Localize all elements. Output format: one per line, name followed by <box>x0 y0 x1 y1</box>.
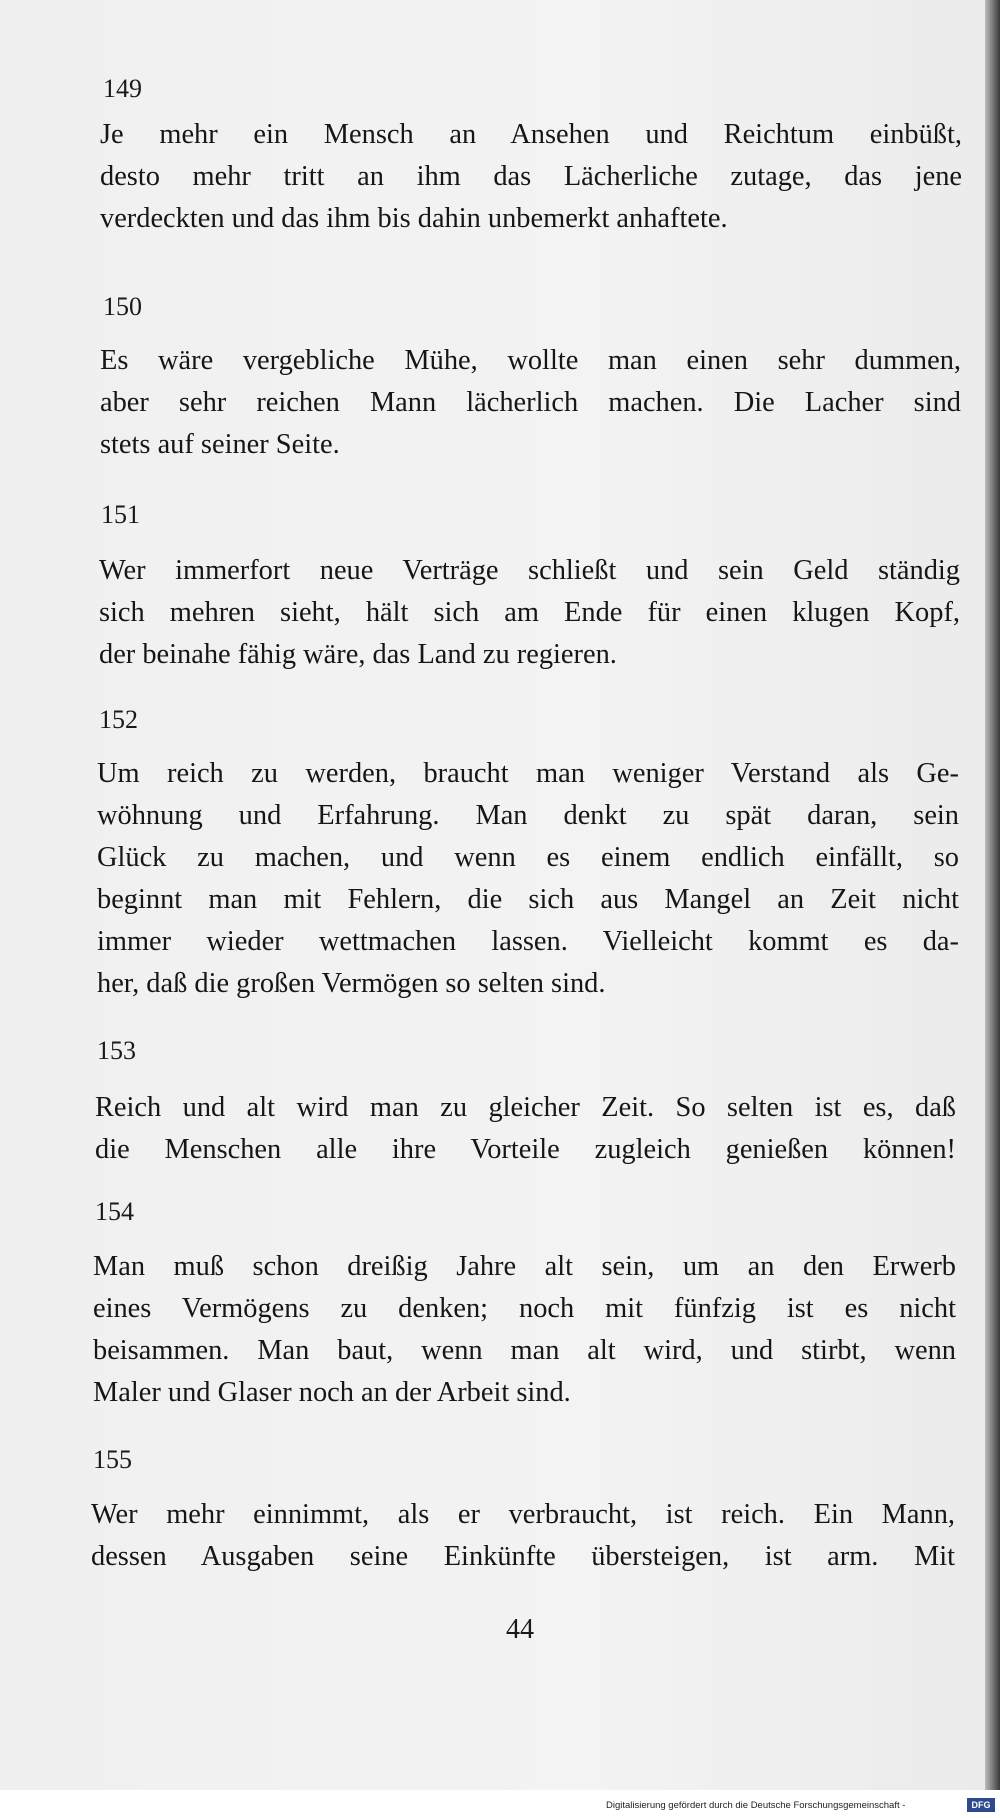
dfg-logo: DFG <box>967 1798 995 1812</box>
text-line: beisammen. Man baut, wenn man alt wird, und stirbt, wenn <box>93 1335 956 1366</box>
text-line: sich mehren sieht, hält sich am Ende für einen klugen Kopf, <box>99 597 960 628</box>
entry-text-153 <box>95 1087 956 1171</box>
text-line: verdeckten und das ihm bis dahin unbemerkt anhaftete. <box>100 203 728 234</box>
text-line: Maler und Glaser noch an der Arbeit sind. <box>93 1377 571 1408</box>
entry-number-150: 150 <box>103 292 142 321</box>
entry-number-151: 151 <box>101 500 140 529</box>
entry-number-149: 149 <box>103 74 142 103</box>
text-line: Man muß schon dreißig Jahre alt sein, um an den Erwerb <box>93 1251 956 1282</box>
text-line: Es wäre vergebliche Mühe, wollte man einen sehr dummen, <box>100 345 961 376</box>
page-number: 44 <box>506 1614 534 1645</box>
text-line: eines Vermögens zu denken; noch mit fünfzig ist es nicht <box>93 1293 956 1324</box>
entry-text-151 <box>99 550 960 676</box>
text-line: immer wieder wettmachen lassen. Vielleicht kommt es da- <box>97 926 959 957</box>
text-line: der beinahe fähig wäre, das Land zu regieren. <box>99 639 617 670</box>
text-line: stets auf seiner Seite. <box>100 429 340 460</box>
entry-text-150 <box>100 340 961 466</box>
text-line: Um reich zu werden, braucht man weniger Verstand als Ge- <box>97 758 959 789</box>
entry-number-154: 154 <box>95 1197 134 1226</box>
text-line: Wer mehr einnimmt, als er verbraucht, ist reich. Ein Mann, <box>91 1499 955 1530</box>
entry-number-155: 155 <box>93 1445 132 1474</box>
text-line: aber sehr reichen Mann lächerlich machen. Die Lacher sind <box>100 387 961 418</box>
text-line: desto mehr tritt an ihm das Lächerliche zutage, das jene <box>100 161 962 192</box>
text-line: Glück zu machen, und wenn es einem endlich einfällt, so <box>97 842 959 873</box>
entry-text-155 <box>91 1494 955 1578</box>
text-line: die Menschen alle ihre Vorteile zugleich genießen können! <box>95 1134 956 1165</box>
digitization-credit: Digitalisierung gefördert durch die Deutsche Forschungsgemeinschaft - <box>606 1800 906 1811</box>
entry-number-153: 153 <box>97 1036 136 1065</box>
text-line: dessen Ausgaben seine Einkünfte übersteigen, ist arm. Mit <box>91 1541 955 1572</box>
text-line: her, daß die großen Vermögen so selten sind. <box>97 968 606 999</box>
text-line: Je mehr ein Mensch an Ansehen und Reichtum einbüßt, <box>100 119 962 150</box>
entry-number-152: 152 <box>99 705 138 734</box>
text-line: Wer immerfort neue Verträge schließt und sein Geld ständig <box>99 555 960 586</box>
text-line: beginnt man mit Fehlern, die sich aus Mangel an Zeit nicht <box>97 884 959 915</box>
entry-text-149 <box>100 114 962 240</box>
text-line: wöhnung und Erfahrung. Man denkt zu spät daran, sein <box>97 800 959 831</box>
text-line: Reich und alt wird man zu gleicher Zeit. So selten ist es, daß <box>95 1092 956 1123</box>
page-edge-shadow <box>985 0 1000 1790</box>
entry-text-152 <box>97 753 959 1005</box>
entry-text-154 <box>93 1246 956 1414</box>
